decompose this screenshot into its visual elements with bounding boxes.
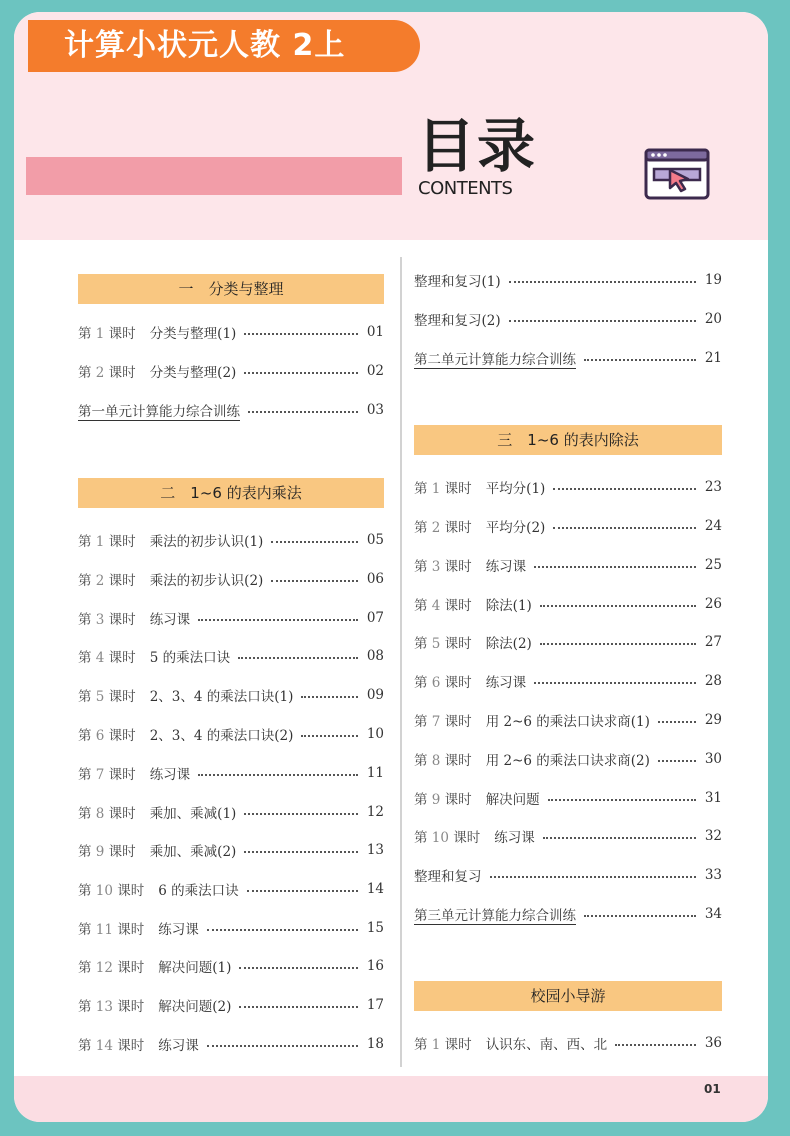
lesson-label: 第 4 课时 — [414, 598, 472, 614]
entry-title: 解决问题 — [485, 792, 540, 808]
column-divider — [400, 257, 402, 1067]
dot-leader — [548, 797, 696, 801]
lesson-label: 第 10 课时 — [78, 883, 145, 899]
entry-page: 28 — [704, 673, 722, 689]
entry-page: 09 — [366, 687, 384, 703]
entry-title: 练习课 — [158, 922, 199, 938]
entry-page: 31 — [704, 790, 722, 806]
entry-title: 除法(2) — [485, 636, 532, 652]
entry-page: 26 — [704, 596, 722, 612]
lesson-label: 第 2 课时 — [78, 365, 136, 381]
entry-title: 乘法的初步认识(2) — [149, 573, 264, 589]
entry-page: 36 — [704, 1035, 722, 1051]
dot-leader — [244, 370, 358, 374]
lesson-label: 第 14 课时 — [78, 1038, 145, 1054]
dot-leader — [244, 811, 358, 815]
entry-page: 25 — [704, 557, 722, 573]
lesson-label: 第 13 课时 — [78, 999, 145, 1015]
dot-leader — [207, 927, 358, 931]
dot-leader — [534, 564, 696, 568]
dot-leader — [198, 617, 358, 621]
lesson-number: 8 — [95, 806, 105, 822]
entry-title: 乘加、乘减(1) — [149, 806, 237, 822]
lesson-label: 第 7 课时 — [414, 714, 472, 730]
contents-title: 目录 — [417, 112, 538, 180]
lesson-label: 第 5 课时 — [78, 689, 136, 705]
entry-page: 05 — [366, 532, 384, 548]
dot-leader — [553, 486, 696, 490]
toc-entry[interactable] — [78, 917, 384, 939]
entry-title: 整理和复习 — [414, 869, 482, 885]
book-title: 计算小状元人教 2上 — [28, 20, 420, 72]
dot-leader — [553, 525, 696, 529]
page-number: 01 — [704, 1082, 721, 1096]
section-header: 一 分类与整理 — [78, 274, 384, 304]
toc-entry[interactable] — [78, 684, 384, 706]
lesson-number: 10 — [95, 883, 113, 899]
entry-page: 12 — [366, 804, 384, 820]
entry-page: 19 — [704, 272, 722, 288]
entry-title: 用 2~6 的乘法口诀求商(1) — [485, 714, 650, 730]
lesson-number: 6 — [95, 728, 105, 744]
lesson-label: 第 8 课时 — [78, 806, 136, 822]
lesson-label: 第 2 课时 — [78, 573, 136, 589]
entry-title: 练习课 — [494, 830, 535, 846]
lesson-number: 14 — [95, 1038, 113, 1054]
dot-leader — [238, 655, 358, 659]
entry-title: 第一单元计算能力综合训练 — [78, 404, 240, 420]
lesson-number: 1 — [431, 481, 441, 497]
toc-entry[interactable] — [78, 321, 384, 343]
toc-entry[interactable] — [78, 529, 384, 551]
toc-entry[interactable] — [78, 762, 384, 784]
entry-title: 整理和复习(1) — [414, 274, 501, 290]
lesson-number: 10 — [431, 830, 449, 846]
toc-entry[interactable] — [78, 568, 384, 590]
toc-entry[interactable] — [414, 903, 722, 925]
dot-leader — [271, 539, 358, 543]
lesson-label: 第 1 课时 — [78, 326, 136, 342]
lesson-number: 3 — [95, 612, 105, 628]
entry-page: 06 — [366, 571, 384, 587]
footer-band — [14, 1076, 768, 1122]
dot-leader — [301, 694, 358, 698]
entry-title: 练习课 — [149, 612, 191, 628]
dot-leader — [490, 874, 697, 878]
entry-title: 2、3、4 的乘法口诀(1) — [149, 689, 294, 705]
entry-page: 30 — [704, 751, 722, 767]
entry-title: 乘法的初步认识(1) — [149, 534, 264, 550]
lesson-number: 2 — [431, 520, 441, 536]
entry-page: 11 — [366, 765, 384, 781]
dot-leader — [247, 888, 358, 892]
entry-page: 03 — [366, 402, 384, 418]
toc-entry[interactable] — [414, 709, 722, 731]
toc-entry[interactable] — [414, 269, 722, 291]
entry-title: 2、3、4 的乘法口诀(2) — [149, 728, 294, 744]
entry-title: 用 2~6 的乘法口诀求商(2) — [485, 753, 650, 769]
lesson-number: 12 — [95, 960, 113, 976]
entry-title: 解决问题(2) — [158, 999, 232, 1015]
entry-page: 27 — [704, 634, 722, 650]
entry-page: 21 — [704, 350, 722, 366]
entry-page: 18 — [366, 1036, 384, 1052]
lesson-label: 第 3 课时 — [78, 612, 136, 628]
toc-entry[interactable] — [414, 347, 722, 369]
entry-title: 分类与整理(2) — [149, 365, 237, 381]
dot-leader — [244, 849, 358, 853]
toc-entry[interactable] — [78, 360, 384, 382]
lesson-label: 第 1 课时 — [414, 481, 472, 497]
lesson-number: 4 — [431, 598, 441, 614]
entry-page: 32 — [704, 828, 722, 844]
entry-title: 解决问题(1) — [158, 960, 232, 976]
lesson-label: 第 7 课时 — [78, 767, 136, 783]
section-header: 二 1~6 的表内乘法 — [78, 478, 384, 508]
toc-entry[interactable] — [78, 839, 384, 861]
entry-page: 14 — [366, 881, 384, 897]
toc-entry[interactable] — [414, 631, 722, 653]
lesson-number: 5 — [95, 689, 105, 705]
lesson-number: 5 — [431, 636, 441, 652]
lesson-number: 7 — [95, 767, 105, 783]
entry-page: 15 — [366, 920, 384, 936]
entry-title: 练习课 — [149, 767, 191, 783]
entry-page: 34 — [704, 906, 722, 922]
dot-leader — [540, 603, 696, 607]
toc-entry[interactable] — [78, 399, 384, 421]
entry-page: 10 — [366, 726, 384, 742]
lesson-number: 11 — [95, 922, 113, 938]
toc-entry[interactable] — [78, 801, 384, 823]
toc-entry[interactable] — [414, 1032, 722, 1054]
toc-entry[interactable] — [78, 955, 384, 977]
lesson-label: 第 5 课时 — [414, 636, 472, 652]
lesson-number: 9 — [95, 844, 105, 860]
entry-page: 08 — [366, 648, 384, 664]
entry-title: 第三单元计算能力综合训练 — [414, 908, 576, 924]
lesson-number: 6 — [431, 675, 441, 691]
lesson-number: 13 — [95, 999, 113, 1015]
toc-entry[interactable] — [78, 1033, 384, 1055]
entry-title: 6 的乘法口诀 — [158, 883, 239, 899]
dot-leader — [239, 965, 358, 969]
toc-entry[interactable] — [414, 787, 722, 809]
entry-title: 分类与整理(1) — [149, 326, 237, 342]
dot-leader — [244, 331, 358, 335]
lesson-number: 3 — [431, 559, 441, 575]
lesson-label: 第 3 课时 — [414, 559, 472, 575]
lesson-number: 7 — [431, 714, 441, 730]
lesson-number: 2 — [95, 365, 105, 381]
dot-leader — [301, 733, 358, 737]
lesson-label: 第 12 课时 — [78, 960, 145, 976]
dot-leader — [271, 578, 358, 582]
lesson-label: 第 6 课时 — [414, 675, 472, 691]
toc-entry[interactable] — [78, 645, 384, 667]
toc-entry[interactable] — [78, 607, 384, 629]
entry-page: 33 — [704, 867, 722, 883]
lesson-number: 1 — [95, 534, 105, 550]
lesson-label: 第 9 课时 — [414, 792, 472, 808]
dot-leader — [509, 318, 696, 322]
dot-leader — [239, 1004, 358, 1008]
entry-title: 除法(1) — [485, 598, 532, 614]
entry-page: 07 — [366, 610, 384, 626]
entry-title: 5 的乘法口诀 — [149, 650, 231, 666]
lesson-label: 第 6 课时 — [78, 728, 136, 744]
toc-entry[interactable] — [414, 554, 722, 576]
toc-entry[interactable] — [414, 864, 722, 886]
lesson-number: 2 — [95, 573, 105, 589]
lesson-label: 第 8 课时 — [414, 753, 472, 769]
dot-leader — [207, 1043, 358, 1047]
lesson-number: 4 — [95, 650, 105, 666]
toc-entry[interactable] — [414, 825, 722, 847]
lesson-label: 第 1 课时 — [414, 1037, 472, 1053]
entry-page: 16 — [366, 958, 384, 974]
toc-entry[interactable] — [414, 515, 722, 537]
dot-leader — [584, 913, 696, 917]
page-frame — [14, 12, 768, 1122]
dot-leader — [540, 641, 696, 645]
entry-page: 20 — [704, 311, 722, 327]
contents-subtitle: CONTENTS — [418, 178, 513, 199]
entry-title: 练习课 — [485, 675, 527, 691]
lesson-number: 1 — [431, 1037, 441, 1053]
entry-page: 23 — [704, 479, 722, 495]
toc-entry[interactable] — [414, 593, 722, 615]
lesson-label: 第 9 课时 — [78, 844, 136, 860]
dot-leader — [509, 279, 696, 283]
entry-page: 24 — [704, 518, 722, 534]
toc-entry[interactable] — [414, 308, 722, 330]
entry-title: 第二单元计算能力综合训练 — [414, 352, 576, 368]
dot-leader — [198, 772, 358, 776]
toc-entry[interactable] — [78, 723, 384, 745]
toc-entry[interactable] — [414, 748, 722, 770]
lesson-label: 第 2 课时 — [414, 520, 472, 536]
lesson-label: 第 4 课时 — [78, 650, 136, 666]
dot-leader — [534, 680, 696, 684]
toc-entry[interactable] — [414, 670, 722, 692]
section-header: 校园小导游 — [414, 981, 722, 1011]
entry-page: 01 — [366, 324, 384, 340]
section-header: 三 1~6 的表内除法 — [414, 425, 722, 455]
lesson-label: 第 1 课时 — [78, 534, 136, 550]
entry-page: 29 — [704, 712, 722, 728]
toc-entry[interactable] — [78, 878, 384, 900]
toc-entry[interactable] — [78, 994, 384, 1016]
entry-title: 认识东、南、西、北 — [485, 1037, 608, 1053]
entry-page: 02 — [366, 363, 384, 379]
dot-leader — [584, 357, 696, 361]
lesson-label: 第 11 课时 — [78, 922, 145, 938]
dot-leader — [248, 409, 358, 413]
entry-title: 练习课 — [158, 1038, 199, 1054]
entry-title: 平均分(1) — [485, 481, 546, 497]
toc-entry[interactable] — [414, 476, 722, 498]
entry-title: 整理和复习(2) — [414, 313, 501, 329]
dot-leader — [658, 758, 696, 762]
entry-title: 平均分(2) — [485, 520, 546, 536]
entry-title: 练习课 — [485, 559, 527, 575]
entry-page: 13 — [366, 842, 384, 858]
dot-leader — [543, 835, 696, 839]
entry-page: 17 — [366, 997, 384, 1013]
lesson-number: 1 — [95, 326, 105, 342]
lesson-number: 8 — [431, 753, 441, 769]
dot-leader — [658, 719, 696, 723]
lesson-number: 9 — [431, 792, 441, 808]
entry-title: 乘加、乘减(2) — [149, 844, 237, 860]
decorative-bar — [26, 157, 402, 195]
dot-leader — [615, 1042, 696, 1046]
lesson-label: 第 10 课时 — [414, 830, 481, 846]
browser-cursor-icon — [644, 148, 710, 200]
